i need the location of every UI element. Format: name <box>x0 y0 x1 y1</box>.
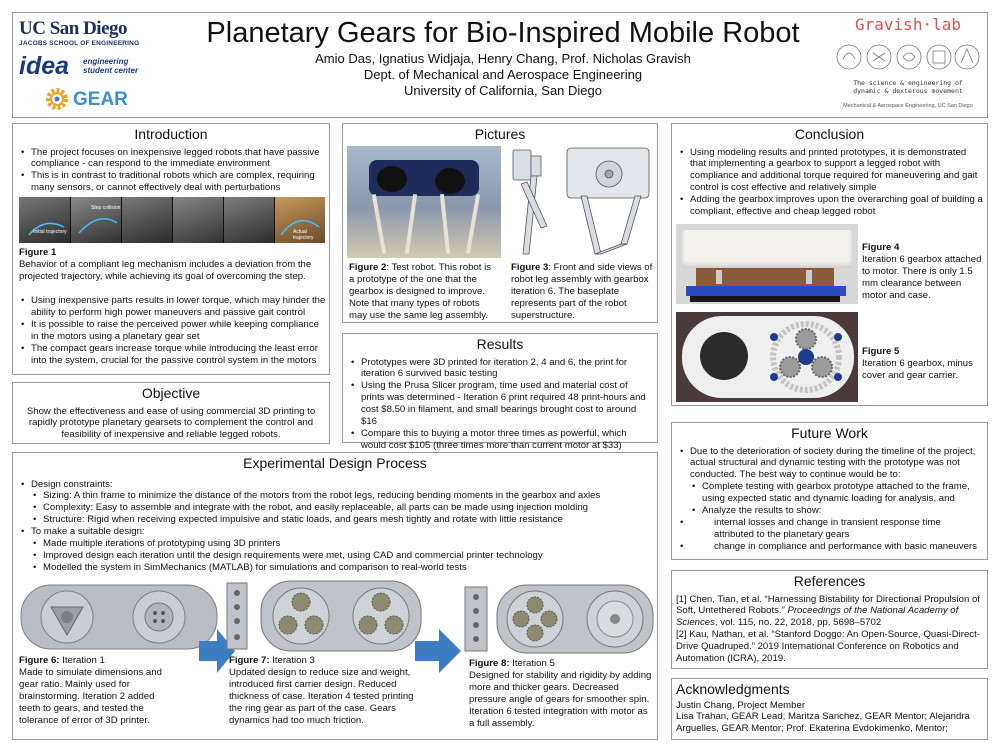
list-item: • internal losses and change in transient response time attributed to the planetary gears <box>676 517 983 541</box>
list-item: • Design constraints: <box>17 479 653 491</box>
authors: Amio Das, Ignatius Widjaja, Henry Chang, Prof. Nicholas Gravish <box>315 51 691 66</box>
strip-label: Step collision <box>91 205 121 211</box>
acknowledgments-title: Acknowledgments <box>676 681 790 697</box>
header-banner <box>12 12 988 118</box>
edp-design-steps <box>13 538 657 574</box>
department: Dept. of Mechanical and Aerospace Engineering <box>363 67 643 82</box>
future-sub-bullets <box>672 481 987 517</box>
university: University of California, San Diego <box>404 83 602 98</box>
lab-sketch-icons <box>835 39 981 75</box>
conclusion-panel <box>671 123 988 406</box>
list-item: • Improved design each iteration until the design requirements were met, using CAD and commercial printer technology <box>17 550 653 562</box>
list-item: • Complexity: Easy to assemble and integrate with the robot, and easily replaceable, all parts can be made using injection molding <box>17 502 653 514</box>
figure-4-caption: Figure 4 Iteration 6 gearbox attached to motor. There is only 1.5 mm clearance between motor and case. <box>862 242 982 301</box>
strip-label: Initial trajectory <box>33 229 67 235</box>
results-panel <box>342 333 658 452</box>
list-item: • Due to the deterioration of society during the timeline of the project, actual structural and dynamic testing with the prototype was not conducted. The best way to continue would be to: <box>676 446 983 482</box>
list-item: • The project focuses on inexpensive legged robots that have passive compliance - can respond to the immediate environment <box>17 147 325 171</box>
edp-title: Experimental Design Process <box>243 455 427 471</box>
list-item: • Modelled the system in SimMechanics (MATLAB) for simulations and comparison to real-world tests <box>17 562 653 574</box>
figure-8-caption: Figure 8: Iteration 5 Designed for stability and rigidity by adding more and thicker gears. Decreased pressure angle of gears for smoother spin. Iteration 6 tested integration with motor as a full assembly. <box>469 658 652 729</box>
poster-title: Planetary Gears for Bio-Inspired Mobile Robot <box>206 17 800 49</box>
list-item: • The compact gears increase torque while introducing the least error into the system, crucial for the passive control system in the motors <box>17 343 327 367</box>
list-item: • This is in contrast to traditional robots which are complex, requiring many sensors, or cannot effectively deal with perturbations <box>17 170 325 194</box>
figure-3-caption: Figure 3: Front and side views of robot leg assembly with gearbox iteration 6. The baseplate represents part of the robot superstructure. <box>511 262 653 321</box>
list-item: • Analyze the results to show: <box>676 505 983 517</box>
ack-line-1: Justin Chang, Project Member <box>676 699 806 711</box>
list-item: • Using inexpensive parts results in lower torque, which may hinder the ability to perform high power maneuvers and passive gait control <box>17 295 327 319</box>
reference-2: [2] Kau, Nathan, et al. “Stanford Doggo: An Open-Source, Quasi-Direct-Drive Quadruped.” 2019 International Conference on Robotics and Automation (ICRA), 2019. <box>676 629 980 665</box>
conclusion-title: Conclusion <box>794 126 865 142</box>
figure-3-leg-assembly <box>507 146 653 258</box>
references-panel <box>671 570 988 669</box>
list-item: • Prototypes were 3D printed for iteration 2, 4 and 6, the print for iteration 6 survived basic testing <box>347 357 653 381</box>
ack-line-2: Lisa Trahan, GEAR Lead; Maritza Sanchez, GEAR Mentor; Alejandra Arguelles, GEAR Mentor; Prof. Ekaterina Evdokimenko, Mentor; <box>676 711 970 735</box>
figure-7-caption: Figure 7: Iteration 3 Updated design to reduce size and weight, introduced first carrier design. Reduced thickness of case. Iteration 4 tested printing the ring gear as part of the case. Gears dynamics had too much friction. <box>229 655 414 726</box>
figure-7-iteration-3-render <box>225 577 425 655</box>
idea-logo: idea engineering student center <box>19 52 139 80</box>
gear-icon <box>43 85 71 113</box>
intro-bullets-2 <box>17 295 327 367</box>
objective-text: Show the effectiveness and ease of using commercial 3D printing to rapidly prototype planetary gearsets to complement the control and feasibility of inexpensive and reliable legged robots. <box>26 405 316 441</box>
figure-5-caption: Figure 5 Iteration 6 gearbox, minus cover and gear carrier. <box>862 346 973 381</box>
results-bullets <box>343 357 657 453</box>
edp-constraints <box>13 490 657 526</box>
list-item: • Sizing: A thin frame to minimize the distance of the motors from the robot legs, reducing bending moments in the gearbox and axles <box>17 490 653 502</box>
results-title: Results <box>476 336 524 352</box>
objective-title: Objective <box>141 385 201 401</box>
future-work-panel <box>671 422 988 560</box>
figure-2-robot-photo <box>347 146 501 258</box>
figure-8-iteration-5-render <box>463 583 655 655</box>
figure-5-gearbox-photo <box>676 312 858 402</box>
ucsd-logo: UC San Diego JACOBS SCHOOL OF ENGINEERING <box>19 18 140 47</box>
introduction-panel <box>12 123 330 375</box>
figure-6-iteration-1-render <box>19 581 219 653</box>
list-item: • Using the Prusa Slicer program, time used and material cost of prints was determined - Iteration 6 print required 48 print-hours and cost $8.50 in filament, and small bearings brought cost to around $16 <box>347 380 653 428</box>
objective-panel <box>12 382 330 444</box>
figure-4-gearbox-motor-photo <box>676 224 858 304</box>
figure-6-caption: Figure 6: Iteration 1 Made to simulate dimensions and gear ratio. Mainly used for brainstorming. Iteration 2 added teeth to gears, and tested the tolerance of error of 3D printer. <box>19 655 162 726</box>
edp-bullets <box>13 479 657 491</box>
list-item: • To make a suitable design: <box>17 526 653 538</box>
introduction-title: Introduction <box>134 126 208 142</box>
figure-1-caption: Figure 1 Behavior of a compliant leg mechanism includes a deviation from the projected trajectory, while achieving its goal of overcoming the step. <box>19 247 312 282</box>
list-item: • Adding the gearbox improves upon the overarching goal of building a compliant, effective and cheap legged robot <box>676 194 983 218</box>
list-item: • Using modeling results and printed prototypes, it is demonstrated that implementing a gearbox to support a legged robot with compliance and additional torque required for maneuvering and gait control is cost effective and relatively simple <box>676 147 983 195</box>
edp-bullets-2 <box>13 526 657 538</box>
reference-1: [1] Chen, Tian, et al. “Harnessing Bistability for Directional Propulsion of Soft, Untethered Robots.” Proceedings of the National Academy of Sciences, vol. 115, no. 22, 2018, pp. 5698–5702 <box>676 593 980 629</box>
figure-2-caption: Figure 2: Test robot. This robot is a prototype of the one that the gearbox is designed to improve. Note that many types of robots may use the same leg assembly. <box>349 262 492 321</box>
list-item: • Made multiple iterations of prototyping using 3D printers <box>17 538 653 550</box>
strip-label: Actual trajectory <box>293 229 314 242</box>
list-item: • It is possible to raise the perceived power while keeping compliance in the motors using a planetary gear set <box>17 319 327 343</box>
pictures-title: Pictures <box>474 126 526 142</box>
figure-1-photo-strip <box>19 197 325 243</box>
list-item: • change in compliance and performance with basic maneuvers <box>676 541 983 553</box>
list-item: • Complete testing with gearbox prototype attached to the frame, using expected static and dynamic loading for analysis, and <box>676 481 983 505</box>
gravish-lab-logo: Gravish·lab The science & engineering of dynamic & dexterous movement Mechanical & Aerospace Engineering, UC San Diego <box>833 15 983 115</box>
future-work-title: Future Work <box>791 425 868 441</box>
conclusion-bullets <box>672 147 987 219</box>
references-title: References <box>793 573 866 589</box>
intro-bullets-1 <box>13 147 329 195</box>
future-bullets <box>672 446 987 482</box>
pictures-panel <box>342 123 658 323</box>
list-item: • Structure: Rigid when receiving expected impulsive and static loads, and gears mesh tightly and rotate with little resistance <box>17 514 653 526</box>
list-item: • Compare this to buying a motor three times as powerful, which would cost $105 (three times more than current motor at $33) <box>347 428 653 452</box>
experimental-design-panel <box>12 452 658 740</box>
gear-logo: GEAR <box>43 85 153 115</box>
future-subsub-bullets <box>672 517 987 553</box>
acknowledgments-panel <box>671 678 988 740</box>
